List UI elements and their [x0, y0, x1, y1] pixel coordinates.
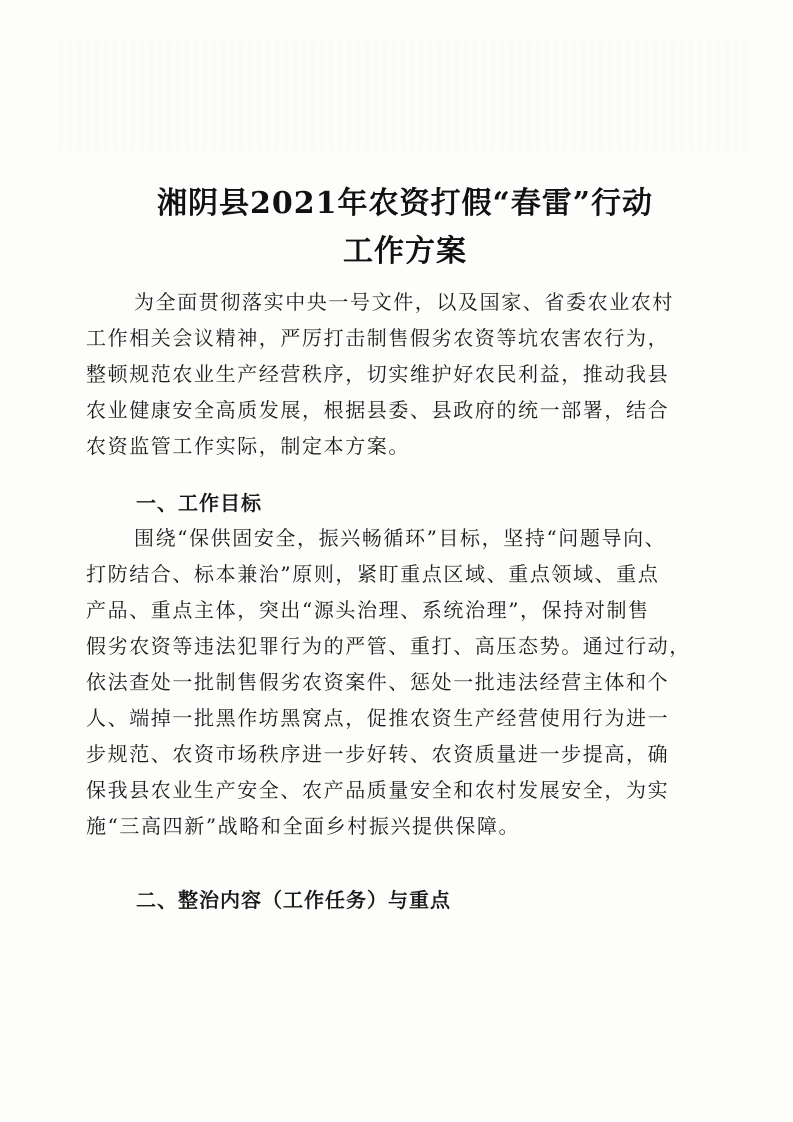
goals-line: 依法查处一批制售假劣农资案件、惩处一批违法经营主体和个	[86, 670, 670, 694]
intro-line: 整顿规范农业生产经营秩序，切实维护好农民利益，推动我县	[86, 362, 670, 386]
intro-line: 农业健康安全高质发展，根据县委、县政府的统一部署，结合	[86, 398, 670, 422]
document-title-line1: 湘阴县2021年农资打假“春雷”行动	[156, 186, 653, 221]
document-title-line2: 工作方案	[343, 234, 467, 269]
goals-line: 产品、重点主体，突出“源头治理、系统治理”，保持对制售	[86, 598, 650, 622]
scan-bleed-through	[60, 40, 750, 150]
goals-line: 人、端掉一批黑作坊黑窝点，促推农资生产经营使用行为进一	[86, 706, 670, 730]
goals-line: 施“三高四新”战略和全面乡村振兴提供保障。	[86, 814, 521, 838]
intro-paragraph	[86, 284, 708, 464]
goals-line: 保我县农业生产安全、农产品质量安全和农村发展安全，为实	[86, 778, 670, 802]
goals-line: 假劣农资等违法犯罪行为的严管、重打、高压态势。通过行动，	[86, 634, 691, 658]
goals-paragraph	[86, 520, 708, 844]
section-heading-goals: 一、工作目标	[136, 491, 262, 515]
intro-line: 工作相关会议精神，严厉打击制售假劣农资等坑农害农行为，	[86, 326, 670, 350]
goals-line: 步规范、农资市场秩序进一步好转、农资质量进一步提高，确	[86, 742, 670, 766]
intro-line: 农资监管工作实际，制定本方案。	[86, 434, 410, 458]
goals-line: 打防结合、标本兼治”原则，紧盯重点区域、重点领域、重点	[86, 562, 660, 586]
section-heading-tasks: 二、整治内容（工作任务）与重点	[136, 888, 451, 912]
goals-line: 围绕“保供固安全，振兴畅循环”目标，坚持“问题导向、	[134, 526, 667, 550]
intro-line: 为全面贯彻落实中央一号文件，以及国家、省委农业农村	[134, 290, 674, 314]
